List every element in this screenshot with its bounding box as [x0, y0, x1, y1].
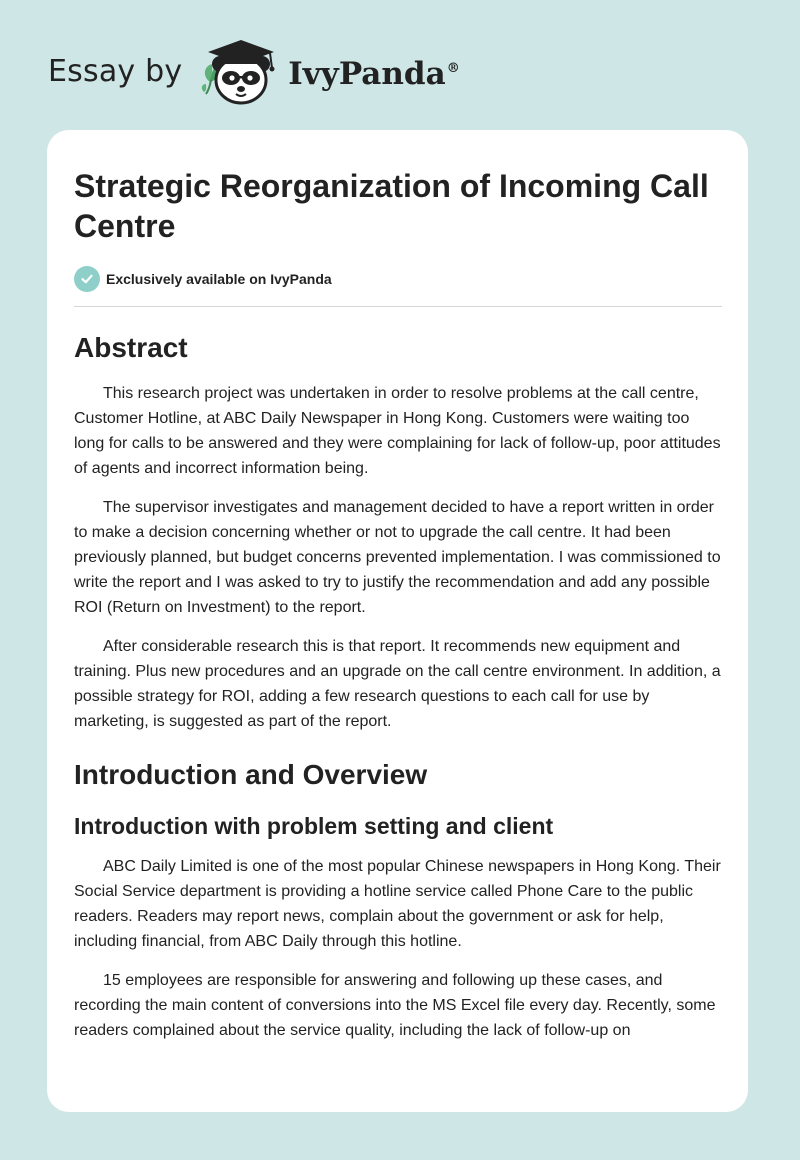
article-card [47, 130, 748, 1112]
brand-name-text: IvyPanda [288, 55, 446, 92]
paragraph: 15 employees are responsible for answering and following up these cases, and recording the main content of conversions into the MS Excel file every day. Recently, some readers complained about the service quality, including the lack of follow-up on [74, 972, 716, 1039]
brand-name [288, 55, 460, 92]
divider [74, 306, 722, 307]
registered-mark: ® [446, 61, 460, 77]
site-brand[interactable] [48, 36, 460, 108]
section-heading-abstract: Abstract [74, 332, 188, 363]
paragraph: ABC Daily Limited is one of the most popular Chinese newspapers in Hong Kong. Their Social Service department is providing a hotline service called Phone Care to the public readers. Readers may report news, complain about the government or ask for help, including financial, from ABC Daily through this hotline. [74, 858, 721, 950]
paragraph: The supervisor investigates and management decided to have a report written in order to make a decision concerning whether or not to upgrade the call centre. It had been previously planned, but budget concerns prevented implementation. I was commissioned to write the report and I was asked to try to justify the recommendation and add any possible ROI (Return on Investment) to the report. [74, 499, 721, 616]
exclusive-badge [74, 265, 722, 293]
paragraph: After considerable research this is that report. It recommends new equipment and training. Plus new procedures and an upgrade on the call centre environment. In addition, a possible strategy for ROI, adding a few research questions to each call for use by marketing, is suggested as part of the report. [74, 638, 721, 730]
exclusive-badge-text: Exclusively available on IvyPanda [106, 271, 332, 287]
page-title: Strategic Reorganization of Incoming Call Centre [74, 168, 709, 244]
check-icon [74, 266, 100, 292]
brand-prefix: Essay by [48, 54, 183, 89]
panda-logo-icon [196, 36, 286, 108]
subsection-heading: Introduction with problem setting and client [74, 813, 554, 839]
paragraph: This research project was undertaken in order to resolve problems at the call centre, Customer Hotline, at ABC Daily Newspaper in Hong Kong. Customers were waiting too long for calls to be answered and they were complaining for lack of follow-up, poor attitudes of agents and incorrect information being. [74, 385, 721, 477]
section-heading-introduction: Introduction and Overview [74, 759, 428, 790]
